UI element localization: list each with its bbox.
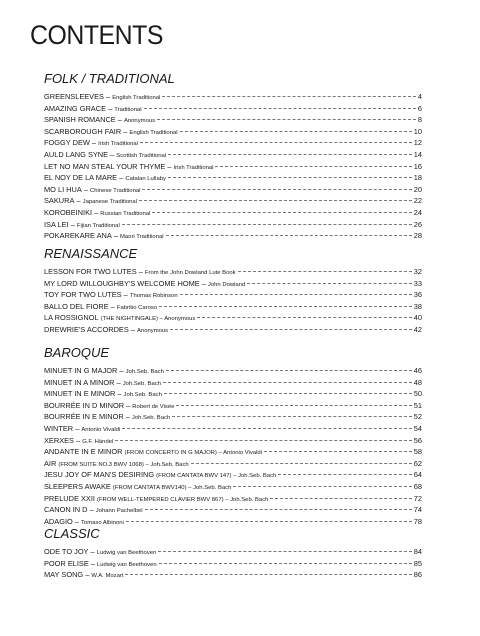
entry-composer: Japanese Traditional [82, 199, 137, 206]
page-number: 14 [413, 149, 422, 159]
entry-composer: Irish Traditional [98, 141, 139, 148]
entry-title: ISA LEI [44, 219, 69, 229]
entry-title: MO LI HUA [44, 184, 82, 194]
page-number: 22 [413, 196, 422, 206]
dot-leader [126, 521, 412, 522]
entry-title: BALLO DEL FIORE [44, 301, 109, 311]
entry-composer: (FROM WELL-TEMPERED CLAVIER BWV 867) – Joh.Seb. Bach [97, 496, 269, 503]
toc-entry[interactable] [44, 126, 422, 138]
entry-separator: – [117, 173, 126, 183]
entry-title: LET NO MAN STEAL YOUR THYME [44, 161, 166, 171]
page-number: 8 [417, 115, 422, 125]
toc-entry[interactable] [44, 569, 422, 581]
dot-leader [158, 551, 411, 552]
toc-entry[interactable] [44, 324, 422, 336]
entry-composer: From the John Dowland Lute Book [144, 270, 236, 276]
entry-title: POKAREKARE ANA [44, 231, 112, 241]
entry-separator: – [124, 400, 133, 410]
dot-leader [122, 428, 412, 429]
entry-title: MAY SONG [44, 570, 84, 580]
toc-entry[interactable] [44, 546, 422, 558]
toc-entry[interactable] [44, 184, 422, 196]
toc-entry[interactable] [44, 493, 422, 505]
page-number: 58 [413, 447, 422, 457]
entry-separator: – [87, 505, 96, 515]
entry-separator: – [115, 389, 124, 399]
dot-leader [140, 142, 412, 143]
page-number: 36 [413, 290, 422, 300]
entry-title: LA ROSSIGNOL [44, 313, 99, 323]
dot-leader [163, 382, 412, 383]
page-number: 46 [413, 366, 422, 375]
entry-title: POOR ELISE [44, 558, 89, 568]
dot-leader [145, 509, 412, 510]
dot-leader [176, 405, 411, 406]
entry-composer: Joh.Seb. Bach [122, 380, 162, 387]
toc-entry[interactable] [44, 172, 422, 184]
entry-composer: Scottish Traditional [116, 152, 167, 159]
dot-leader [168, 154, 412, 155]
dot-leader [152, 212, 411, 213]
toc-entry[interactable] [44, 161, 422, 173]
dot-leader [215, 166, 411, 167]
page-number: 28 [413, 231, 422, 241]
dot-leader [168, 177, 412, 178]
entry-composer: Joh.Seb. Bach [123, 392, 162, 399]
dot-leader [247, 283, 412, 284]
entry-separator: – [88, 558, 97, 568]
page-number: 62 [413, 458, 422, 468]
page-number: 85 [413, 558, 422, 568]
dot-leader [157, 119, 416, 120]
toc-entry[interactable] [44, 114, 422, 126]
entry-title: PRELUDE XXII [44, 493, 95, 503]
page-number: 10 [413, 126, 422, 136]
dot-leader [122, 224, 412, 225]
page-number: 86 [413, 570, 422, 580]
entry-title: MINUET IN E MINOR [44, 389, 116, 399]
entry-title: SLEEPERS AWAKE [44, 481, 111, 491]
toc-section [44, 244, 422, 336]
dot-leader [142, 189, 411, 190]
page-number: 50 [413, 389, 422, 399]
dot-leader [164, 393, 412, 394]
page-number: 51 [413, 400, 422, 410]
entry-title: JESU JOY OF MAN'S DESIRING [44, 470, 155, 480]
dot-leader [278, 474, 411, 475]
dot-leader [159, 563, 412, 564]
entry-composer: John Dowland [207, 281, 246, 288]
page-number: 74 [413, 505, 422, 515]
entry-title: SAKURA [44, 196, 75, 206]
entry-composer: Catalan Lullaby [125, 176, 166, 183]
dot-leader [170, 329, 412, 330]
entry-composer: Fijian Traditional [76, 222, 120, 229]
entry-composer: English Traditional [129, 129, 178, 136]
entry-title: TOY FOR TWO LUTES [44, 290, 122, 300]
entry-composer: Maori Traditional [120, 234, 164, 241]
entry-separator: – [103, 92, 113, 101]
dot-leader [191, 463, 412, 464]
entry-separator: – [81, 184, 90, 194]
entry-title: GREENSLEEVES [44, 92, 104, 101]
entry-title: MINUET IN A MINOR [44, 377, 115, 387]
entry-composer: Robert de Visée [132, 403, 175, 410]
entry-separator: – [136, 267, 145, 276]
dot-leader [166, 235, 412, 236]
dot-leader [197, 317, 411, 318]
entry-title: LESSON FOR TWO LUTES [44, 267, 137, 276]
entry-composer: W.A. Mozart [91, 573, 124, 580]
entry-title: SCARBOROUGH FAIR [44, 126, 122, 136]
page-number: 40 [413, 313, 422, 323]
entry-separator: – [111, 231, 120, 241]
entry-title: ODE TO JOY [44, 547, 89, 556]
entry-composer: Anonymous [137, 327, 169, 334]
entry-separator: – [74, 196, 83, 206]
entry-title: BOURRÉE IN E MINOR [44, 412, 124, 422]
dot-leader [233, 486, 411, 487]
entry-title: AMAZING GRACE [44, 103, 107, 113]
toc-entry[interactable] [44, 435, 422, 447]
entry-title: DREWRIE'S ACCORDES [44, 324, 129, 334]
page-number: 32 [413, 267, 422, 276]
page-number: 68 [413, 481, 422, 491]
page-number: 54 [413, 423, 422, 433]
dot-leader [159, 306, 412, 307]
dot-leader [115, 440, 411, 441]
entry-composer: G.F. Händel [82, 438, 114, 445]
page-number: 42 [413, 324, 422, 334]
page-number: 33 [413, 278, 422, 288]
entry-separator: – [106, 103, 115, 113]
entry-composer: Chinese Traditional [90, 187, 141, 194]
entry-separator: – [92, 207, 101, 217]
entry-composer: Russian Traditional [100, 210, 151, 217]
entry-separator: – [128, 324, 137, 334]
toc-entry[interactable] [44, 137, 422, 149]
page-number: 18 [413, 173, 422, 183]
section-heading: BAROQUE [44, 345, 110, 360]
entry-separator: – [72, 516, 81, 526]
dot-leader [238, 271, 412, 272]
entry-title: CANON IN D [44, 505, 88, 515]
entry-composer: Antonio Vivaldi [81, 426, 121, 433]
toc-entry[interactable] [44, 400, 422, 412]
dot-leader [270, 498, 411, 499]
entry-separator: – [88, 547, 97, 556]
entry-title: AULD LANG SYNE [44, 149, 109, 159]
entry-title: ADAGIO [44, 516, 73, 526]
entry-title: FOGGY DEW [44, 138, 90, 148]
entry-composer: (THE NIGHTINGALE) – Anonymous [100, 316, 196, 323]
entry-title: BOURRÉE IN D MINOR [44, 400, 125, 410]
toc-entry[interactable] [44, 91, 422, 103]
entry-title: MY LORD WILLOUGHBY'S WELCOME HOME [44, 278, 200, 288]
dot-leader [180, 294, 412, 295]
entry-separator: – [199, 278, 208, 288]
dot-leader [144, 108, 416, 109]
entry-separator: – [165, 161, 174, 171]
entry-separator: – [89, 138, 99, 148]
toc-entry[interactable] [44, 388, 422, 400]
toc-section [44, 69, 422, 242]
toc-section [44, 524, 422, 581]
entry-composer: Johann Pachelbel [95, 508, 143, 515]
section-heading: CLASSIC [44, 526, 100, 541]
entry-separator: – [123, 412, 132, 422]
entry-composer: Ludwig van Beethoven [96, 550, 157, 556]
entry-separator: – [117, 366, 126, 375]
entry-composer: (FROM CANTATA BWV140) – Joh.Seb. Bach [112, 484, 232, 491]
toc-entry[interactable] [44, 365, 422, 377]
entry-separator: – [74, 435, 83, 445]
page-number: 26 [413, 219, 422, 229]
dot-leader [125, 574, 411, 575]
entry-separator: – [115, 115, 124, 125]
section-heading: FOLK / TRADITIONAL [44, 71, 175, 86]
page-number: 56 [413, 435, 422, 445]
toc-entry[interactable] [44, 411, 422, 423]
page-number: 12 [413, 138, 422, 148]
page-number: 4 [417, 92, 422, 101]
toc-entry[interactable] [44, 207, 422, 219]
entry-composer: English Traditional [112, 95, 161, 101]
page-number: 20 [413, 184, 422, 194]
page-number: 78 [413, 516, 422, 526]
toc-entry[interactable] [44, 230, 422, 242]
entry-separator: – [108, 301, 117, 311]
section-heading: RENAISSANCE [44, 246, 138, 261]
page-number: 24 [413, 207, 422, 217]
toc-entry[interactable] [44, 195, 422, 207]
dot-leader [166, 370, 412, 371]
page-number: 38 [413, 301, 422, 311]
page-number: 16 [413, 161, 422, 171]
page-number: 84 [413, 547, 422, 556]
toc-entry[interactable] [44, 558, 422, 570]
entry-separator: – [73, 423, 82, 433]
dot-leader [162, 96, 416, 97]
toc-entry[interactable] [44, 312, 422, 324]
entry-separator: – [114, 377, 123, 387]
page-number: 72 [413, 493, 422, 503]
toc-entry[interactable] [44, 266, 422, 278]
page-number: 6 [417, 103, 422, 113]
page-number: 64 [413, 470, 422, 480]
entry-composer: Thomas Robinson [129, 293, 178, 300]
entry-separator: – [121, 290, 130, 300]
entry-composer: Joh.Seb. Bach [125, 369, 164, 375]
entry-title: KOROBEINIKI [44, 207, 93, 217]
toc-entry[interactable] [44, 377, 422, 389]
entry-composer: (FROM CONCERTO IN G MAJOR) – Antonio Vivaldi [124, 450, 262, 457]
toc-entry[interactable] [44, 149, 422, 161]
entry-title: WINTER [44, 423, 74, 433]
entry-composer: Anonymous [123, 118, 156, 125]
entry-composer: Traditional [114, 106, 142, 113]
toc-entry[interactable] [44, 219, 422, 231]
dot-leader [180, 131, 412, 132]
entry-separator: – [83, 570, 92, 580]
entry-title: ANDANTE IN E MINOR [44, 447, 123, 457]
toc-entry[interactable] [44, 423, 422, 435]
entry-title: MINUET IN G MAJOR [44, 366, 118, 375]
toc-section [44, 343, 422, 527]
toc-entry[interactable] [44, 103, 422, 115]
entry-composer: Fabritio Caroso [116, 304, 158, 311]
entry-title: SPANISH ROMANCE [44, 115, 116, 125]
page-number: 52 [413, 412, 422, 422]
toc-entry[interactable] [44, 278, 422, 290]
entry-composer: (FROM CANTATA BWV 147) – Joh.Seb. Bach [156, 473, 277, 480]
dot-leader [172, 416, 412, 417]
entry-title: EL NOY DE LA MARE [44, 173, 118, 183]
dot-leader [264, 451, 412, 452]
entry-separator: – [108, 149, 117, 159]
entry-title: XERXES [44, 435, 74, 445]
toc-entry[interactable] [44, 301, 422, 313]
toc-entry[interactable] [44, 469, 422, 481]
toc-entry[interactable] [44, 446, 422, 458]
entry-separator: – [68, 219, 77, 229]
page-title: CONTENTS [30, 20, 163, 50]
entry-composer: Tomaso Albinoni [80, 519, 124, 526]
dot-leader [139, 200, 412, 201]
entry-title: AIR [44, 458, 57, 468]
entry-separator: – [121, 126, 130, 136]
entry-composer: Irish Traditional [173, 164, 214, 171]
page-number: 48 [413, 377, 422, 387]
entry-composer: Ludwig van Beethoven [97, 561, 157, 568]
entry-composer: Joh.Seb. Bach [131, 415, 171, 422]
entry-composer: (FROM SUITE NO.3 BWV 1068) – Joh.Seb. Bach [58, 461, 189, 468]
